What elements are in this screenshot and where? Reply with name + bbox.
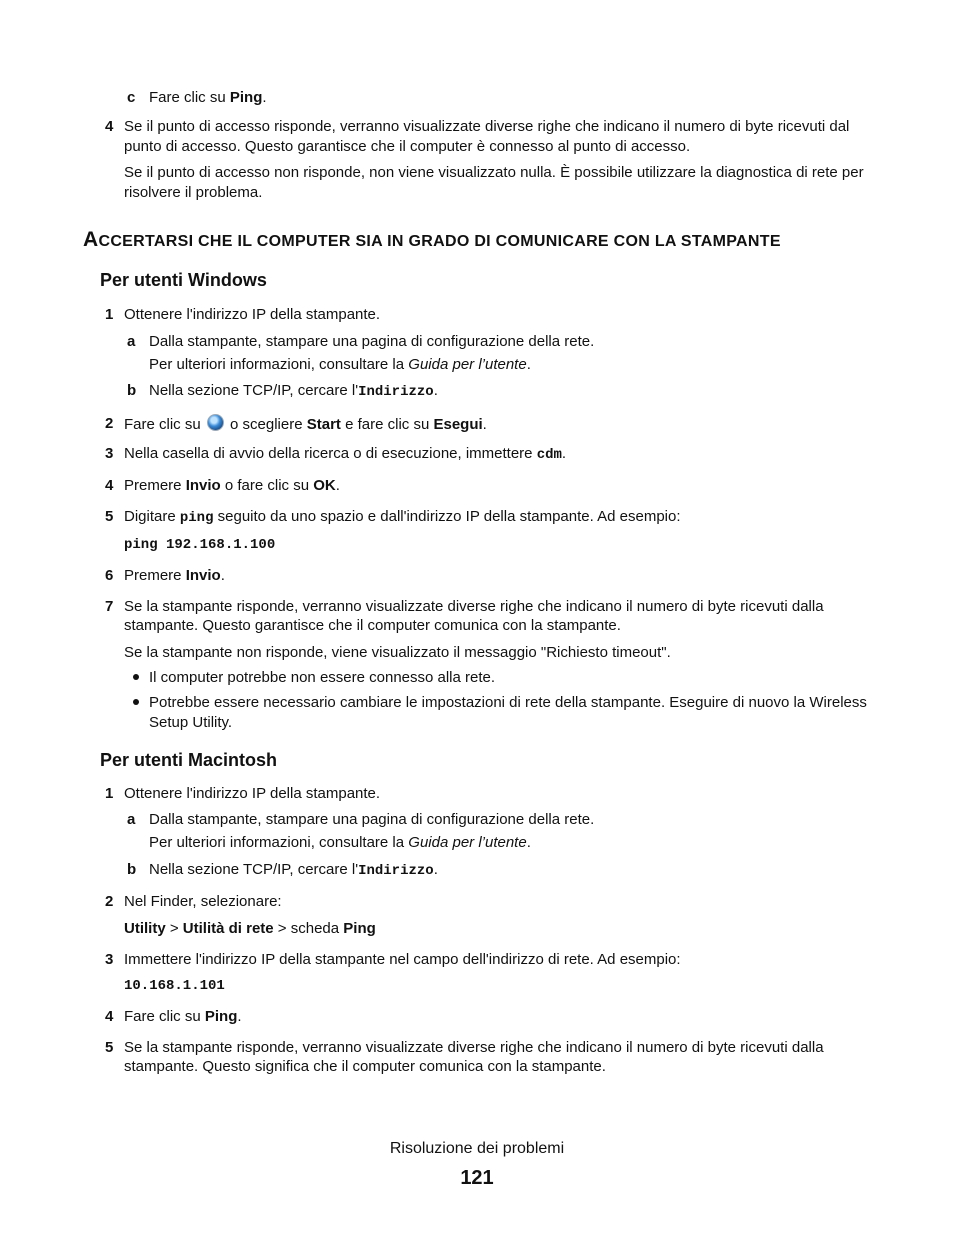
step-text: Immettere l'indirizzo IP della stampante nel campo dell'indirizzo di rete. Ad esempio: xyxy=(124,951,681,968)
step-text: Se il punto di accesso risponde, verranno visualizzate diverse righe che indicano il numero di byte ricevuti dal xyxy=(124,118,850,135)
step-text: Fare clic su o scegliere Start e fare clic su Esegui. xyxy=(124,416,487,433)
section-title: ACCERTARSI CHE IL COMPUTER SIA IN GRADO DI COMUNICARE CON LA STAMPANTE xyxy=(83,228,781,251)
step-text: Fare clic su Ping. xyxy=(124,1008,242,1025)
bullet-text: Potrebbe essere necessario cambiare le impostazioni di rete della stampante. Eseguire di nuovo la Wireless xyxy=(149,694,867,711)
windows-heading: Per utenti Windows xyxy=(100,270,267,290)
step-number: 5 xyxy=(105,508,114,525)
step-note: risolvere il problema. xyxy=(124,184,263,201)
step-number: 1 xyxy=(105,306,114,323)
step-number: 6 xyxy=(105,567,114,584)
substep-marker: a xyxy=(127,333,136,350)
substep-c-text: Fare clic su Ping. xyxy=(149,89,267,106)
substep-text: Dalla stampante, stampare una pagina di configurazione della rete. xyxy=(149,811,595,828)
step-number: 7 xyxy=(105,598,114,615)
substep-note: Per ulteriori informazioni, consultare la Guida per l’utente. xyxy=(149,834,531,851)
bullet-text: Il computer potrebbe non essere connesso alla rete. xyxy=(149,669,496,686)
step-text: Premere Invio. xyxy=(124,567,225,584)
substep-note: Per ulteriori informazioni, consultare la Guida per l’utente. xyxy=(149,356,531,373)
step-note: Se la stampante non risponde, viene visualizzato il messaggio "Richiesto timeout". xyxy=(124,644,671,661)
step-text: Nella casella di avvio della ricerca o di esecuzione, immettere cdm. xyxy=(124,445,567,463)
code-example: 10.168.1.101 xyxy=(124,978,225,994)
step-text: Premere Invio o fare clic su OK. xyxy=(124,477,340,494)
step-text: Ottenere l'indirizzo IP della stampante. xyxy=(124,306,381,323)
bullet-text: Setup Utility. xyxy=(149,714,233,731)
substep-text: Nella sezione TCP/IP, cercare l'Indirizzo. xyxy=(149,382,438,400)
mac-heading: Per utenti Macintosh xyxy=(100,750,278,770)
step-text: Se la stampante risponde, verranno visualizzate diverse righe che indicano il numero di byte ricevuti dalla xyxy=(124,598,824,615)
code-example: ping 192.168.1.100 xyxy=(124,537,276,553)
substep-text: Dalla stampante, stampare una pagina di configurazione della rete. xyxy=(149,333,595,350)
bullet-dot xyxy=(133,699,139,705)
step-number: 4 xyxy=(105,477,114,494)
step-number: 3 xyxy=(105,951,114,968)
step-text: stampante. Questo garantisce che il computer comunica con la stampante. xyxy=(124,617,621,634)
step-number: 1 xyxy=(105,785,114,802)
menu-path: Utility > Utilità di rete > scheda Ping xyxy=(124,920,376,937)
step-text: punto di accesso. Questo garantisce che il computer è connesso al punto di accesso. xyxy=(124,138,691,155)
step-text: Digitare ping seguito da uno spazio e dall'indirizzo IP della stampante. Ad esempio: xyxy=(124,508,681,526)
step-number: 5 xyxy=(105,1039,114,1056)
step-number: 4 xyxy=(105,118,114,135)
step-number: 4 xyxy=(105,1008,114,1025)
footer-section-title: Risoluzione dei problemi xyxy=(389,1140,565,1157)
substep-marker: b xyxy=(127,861,137,878)
windows-start-icon xyxy=(207,414,224,431)
substep-marker: b xyxy=(127,382,137,399)
step-number: 3 xyxy=(105,445,114,462)
substep-text: Nella sezione TCP/IP, cercare l'Indirizzo. xyxy=(149,861,438,879)
step-text: Nel Finder, selezionare: xyxy=(124,893,282,910)
substep-marker: c xyxy=(127,89,136,106)
step-text: Ottenere l'indirizzo IP della stampante. xyxy=(124,785,381,802)
step-text: Se la stampante risponde, verranno visualizzate diverse righe che indicano il numero di byte ricevuti dalla xyxy=(124,1039,824,1056)
step-number: 2 xyxy=(105,893,114,910)
step-note: Se il punto di accesso non risponde, non viene visualizzato nulla. È possibile utilizzare la diagnostica di rete per xyxy=(124,164,864,181)
substep-marker: a xyxy=(127,811,136,828)
bullet-dot xyxy=(133,674,139,680)
step-number: 2 xyxy=(105,415,114,432)
step-text: stampante. Questo significa che il computer comunica con la stampante. xyxy=(124,1058,606,1075)
page-number: 121 xyxy=(460,1167,494,1189)
